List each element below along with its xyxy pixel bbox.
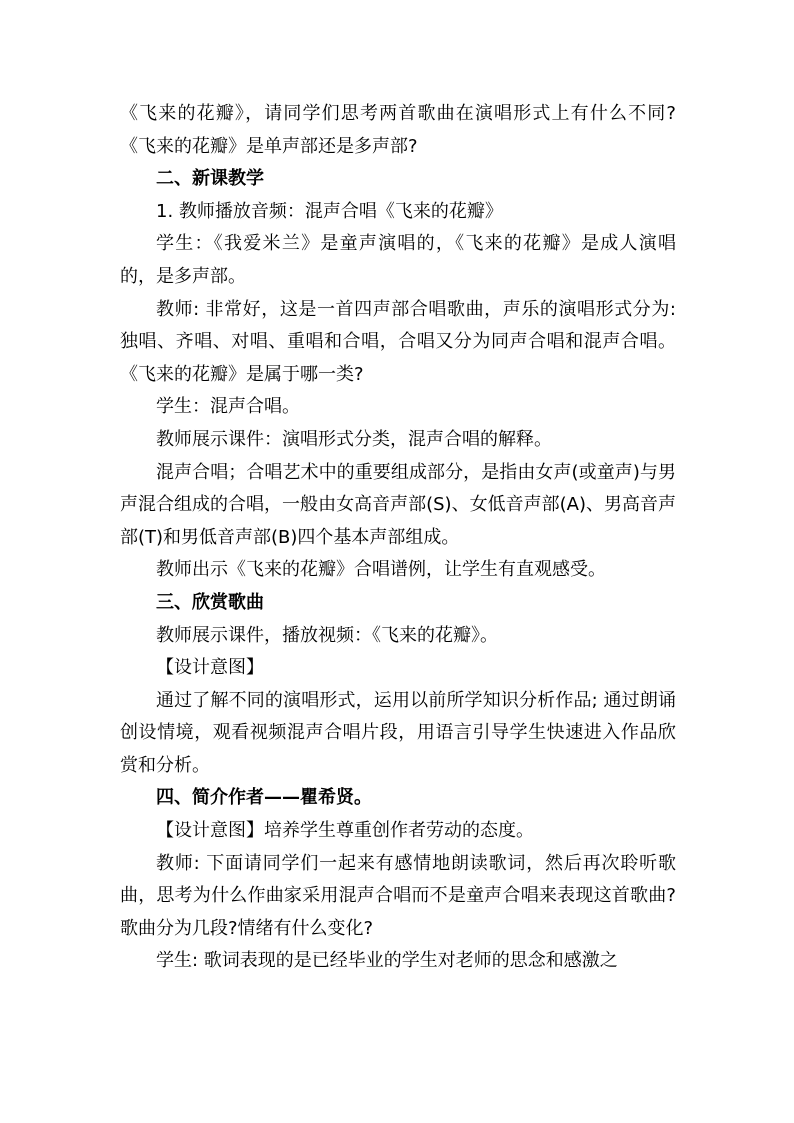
paragraph-teacher-lyrics: 教师: 下面请同学们一起来有感情地朗读歌词，然后再次聆听歌曲，思考为什么作曲家采用混声合唱而不是童声合唱来表现这首歌曲?歌曲分为几段?情绪有什么变化? [120,852,676,939]
paragraph-teacher-slides: 教师展示课件：演唱形式分类，混声合唱的解释。 [156,428,552,450]
paragraph-design-intent-2: 【设计意图】培养学生尊重创作者劳动的态度。 [156,820,534,842]
paragraph-design-intent-1: 通过了解不同的演唱形式，运用以前所学知识分析作品; 通过朗诵创设情境，观看视频混声合唱片段，用语言引导学生快速进入作品欣赏和分析。 [120,689,676,776]
section-heading-author: 四、简介作者——瞿希贤。 [156,787,372,809]
paragraph-student-answer-1: 学生：《我爱米兰》是童声演唱的，《飞来的花瓣》是成人演唱的，是多声部。 [120,233,676,287]
section-heading-new-lesson: 二、新课教学 [156,168,264,190]
paragraph-intro-continued: 《飞来的花瓣》，请同学们思考两首歌曲在演唱形式上有什么不同?《飞来的花瓣》是单声部还是多声部? [120,103,676,157]
paragraph-mixed-chorus-definition: 混声合唱；合唱艺术中的重要组成部分，是指由女声(或童声)与男声混合组成的合唱，一般由女高音声部(S)、女低音声部(A)、男高音声部(T)和男低音声部(B)四个基本声部组成。 [120,461,676,548]
paragraph-student-answer-3: 学生: 歌词表现的是已经毕业的学生对老师的思念和感激之 [156,950,618,972]
paragraph-score-example: 教师出示《飞来的花瓣》合唱谱例，让学生有直观感受。 [156,559,606,581]
section-heading-appreciate: 三、欣赏歌曲 [156,591,264,613]
document-body [120,98,676,978]
paragraph-play-audio: 1. 教师播放音频：混声合唱《飞来的花瓣》 [156,200,503,222]
paragraph-design-intent-label: 【设计意图】 [156,657,264,679]
paragraph-student-answer-2: 学生：混声合唱。 [156,396,300,418]
paragraph-teacher-forms: 教师: 非常好，这是一首四声部合唱歌曲，声乐的演唱形式分为: 独唱、齐唱、对唱、重唱和合唱，合唱又分为同声合唱和混声合唱。《飞来的花瓣》是属于哪一类? [120,298,676,385]
paragraph-play-video: 教师展示课件，播放视频：《飞来的花瓣》。 [156,624,498,646]
